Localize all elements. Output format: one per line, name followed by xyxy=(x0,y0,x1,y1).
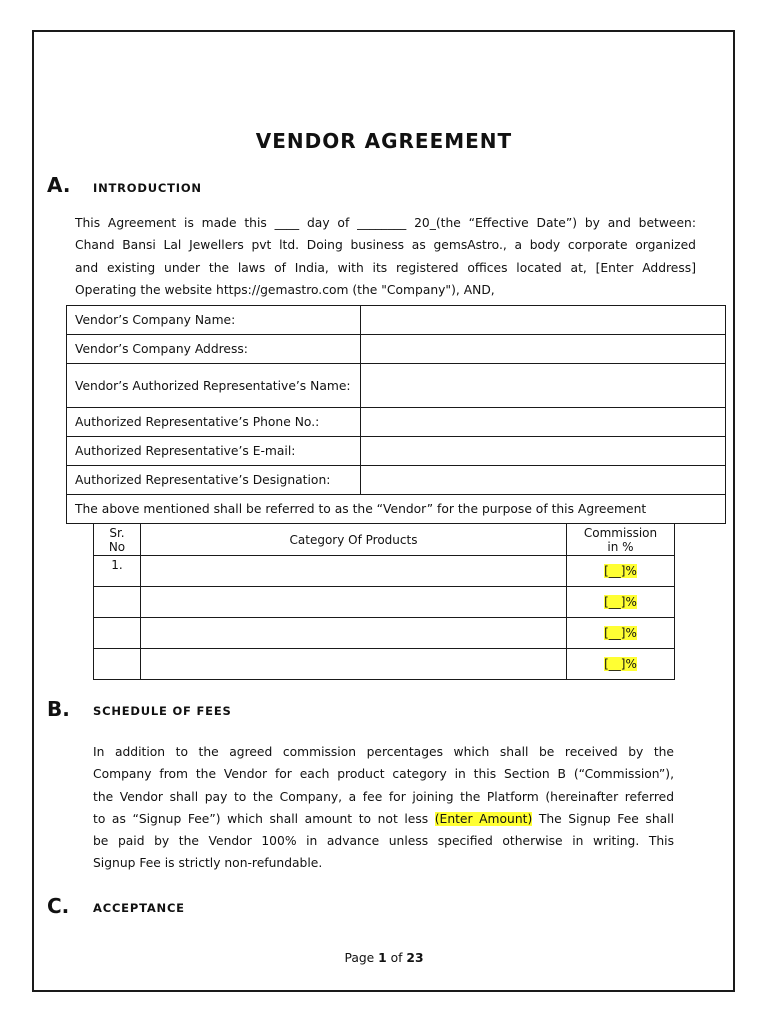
section-c-title: ACCEPTANCE xyxy=(93,901,185,915)
intro-line: Chand Bansi Lal Jewellers pvt ltd. Doing business as gemsAstro., a body corporate organized xyxy=(75,238,696,253)
category-cell[interactable] xyxy=(141,649,567,680)
fees-line: In addition to the agreed commission percentages which shall be received by the xyxy=(93,745,674,759)
sr-no-header-line: No xyxy=(108,539,126,554)
intro-line: Operating the website https://gemastro.com (the "Company"), AND, xyxy=(75,282,495,297)
table-row xyxy=(94,587,675,618)
authorized-rep-name-field[interactable] xyxy=(361,364,726,408)
commission-table xyxy=(93,523,675,680)
commission-value: [__]% xyxy=(604,657,637,671)
commission-header-line: Commission xyxy=(583,525,658,540)
document-title: VENDOR AGREEMENT xyxy=(255,129,513,153)
fees-line-text: The Signup Fee shall xyxy=(532,811,674,826)
vendor-company-name-label: Vendor’s Company Name: xyxy=(67,306,361,335)
fees-line-text: to as “Signup Fee”) which shall amount to not less xyxy=(93,811,435,826)
fees-line: Signup Fee is strictly non-refundable. xyxy=(93,856,323,871)
table-header-row xyxy=(94,524,675,556)
page-footer xyxy=(0,951,768,965)
table-row xyxy=(67,408,726,437)
commission-value: [__]% xyxy=(604,564,637,578)
authorized-rep-designation-field[interactable] xyxy=(361,466,726,495)
table-row xyxy=(67,335,726,364)
commission-cell[interactable] xyxy=(567,649,675,680)
page-label: Page xyxy=(344,951,375,965)
sr-no-cell: 1. xyxy=(94,556,141,587)
table-row xyxy=(67,306,726,335)
commission-header xyxy=(567,524,675,556)
category-cell[interactable] xyxy=(141,618,567,649)
commission-header-line: in % xyxy=(607,539,634,554)
sr-no-cell xyxy=(94,618,141,649)
table-row xyxy=(67,495,726,524)
authorized-rep-phone-field[interactable] xyxy=(361,408,726,437)
vendor-company-address-label: Vendor’s Company Address: xyxy=(67,335,361,364)
commission-value: [__]% xyxy=(604,595,637,609)
total-pages-number: 23 xyxy=(406,951,424,965)
section-a-letter: A. xyxy=(47,173,71,197)
intro-line: This Agreement is made this ____ day of ________ 20_(the “Effective Date”) by and between: xyxy=(75,216,696,230)
section-a-title: INTRODUCTION xyxy=(93,181,202,195)
vendor-company-address-field[interactable] xyxy=(361,335,726,364)
authorized-rep-email-label: Authorized Representative’s E-mail: xyxy=(67,437,361,466)
table-row xyxy=(94,556,675,587)
fees-line: the Vendor shall pay to the Company, a fee for joining the Platform (hereinafter referred xyxy=(93,789,674,804)
category-cell[interactable] xyxy=(141,587,567,618)
section-b-title: SCHEDULE OF FEES xyxy=(93,704,232,718)
sr-no-header xyxy=(94,524,141,556)
authorized-rep-designation-label: Authorized Representative’s Designation: xyxy=(67,466,361,495)
table-row xyxy=(94,649,675,680)
commission-cell[interactable] xyxy=(567,587,675,618)
table-row xyxy=(94,618,675,649)
vendor-definition-note: The above mentioned shall be referred to as the “Vendor” for the purpose of this Agreement xyxy=(67,495,726,524)
sr-no-header-line: Sr. xyxy=(109,525,125,540)
commission-cell[interactable] xyxy=(567,556,675,587)
table-row xyxy=(67,466,726,495)
category-cell[interactable] xyxy=(141,556,567,587)
vendor-details-table xyxy=(66,305,726,524)
category-header: Category Of Products xyxy=(141,524,567,556)
current-page-number: 1 xyxy=(378,951,387,965)
table-row xyxy=(67,364,726,408)
sr-no-cell xyxy=(94,587,141,618)
authorized-rep-email-field[interactable] xyxy=(361,437,726,466)
section-b-letter: B. xyxy=(47,697,70,721)
commission-value: [__]% xyxy=(604,626,637,640)
intro-paragraph xyxy=(75,212,696,301)
fees-line: Company from the Vendor for each product category in this Section B (“Commission”), xyxy=(93,767,674,782)
authorized-rep-phone-label: Authorized Representative’s Phone No.: xyxy=(67,408,361,437)
vendor-company-name-field[interactable] xyxy=(361,306,726,335)
intro-line: and existing under the laws of India, with its registered offices located at, [Enter Address] xyxy=(75,260,696,275)
authorized-rep-name-label: Vendor’s Authorized Representative’s Name: xyxy=(67,364,361,408)
table-row xyxy=(67,437,726,466)
fees-line xyxy=(93,808,674,830)
of-label: of xyxy=(390,951,403,965)
commission-cell[interactable] xyxy=(567,618,675,649)
enter-amount-placeholder[interactable]: (Enter Amount) xyxy=(434,811,533,826)
section-c-letter: C. xyxy=(47,894,70,918)
sr-no-cell xyxy=(94,649,141,680)
fees-paragraph xyxy=(93,741,674,875)
fees-line: be paid by the Vendor 100% in advance unless specified otherwise in writing. This xyxy=(93,834,674,849)
